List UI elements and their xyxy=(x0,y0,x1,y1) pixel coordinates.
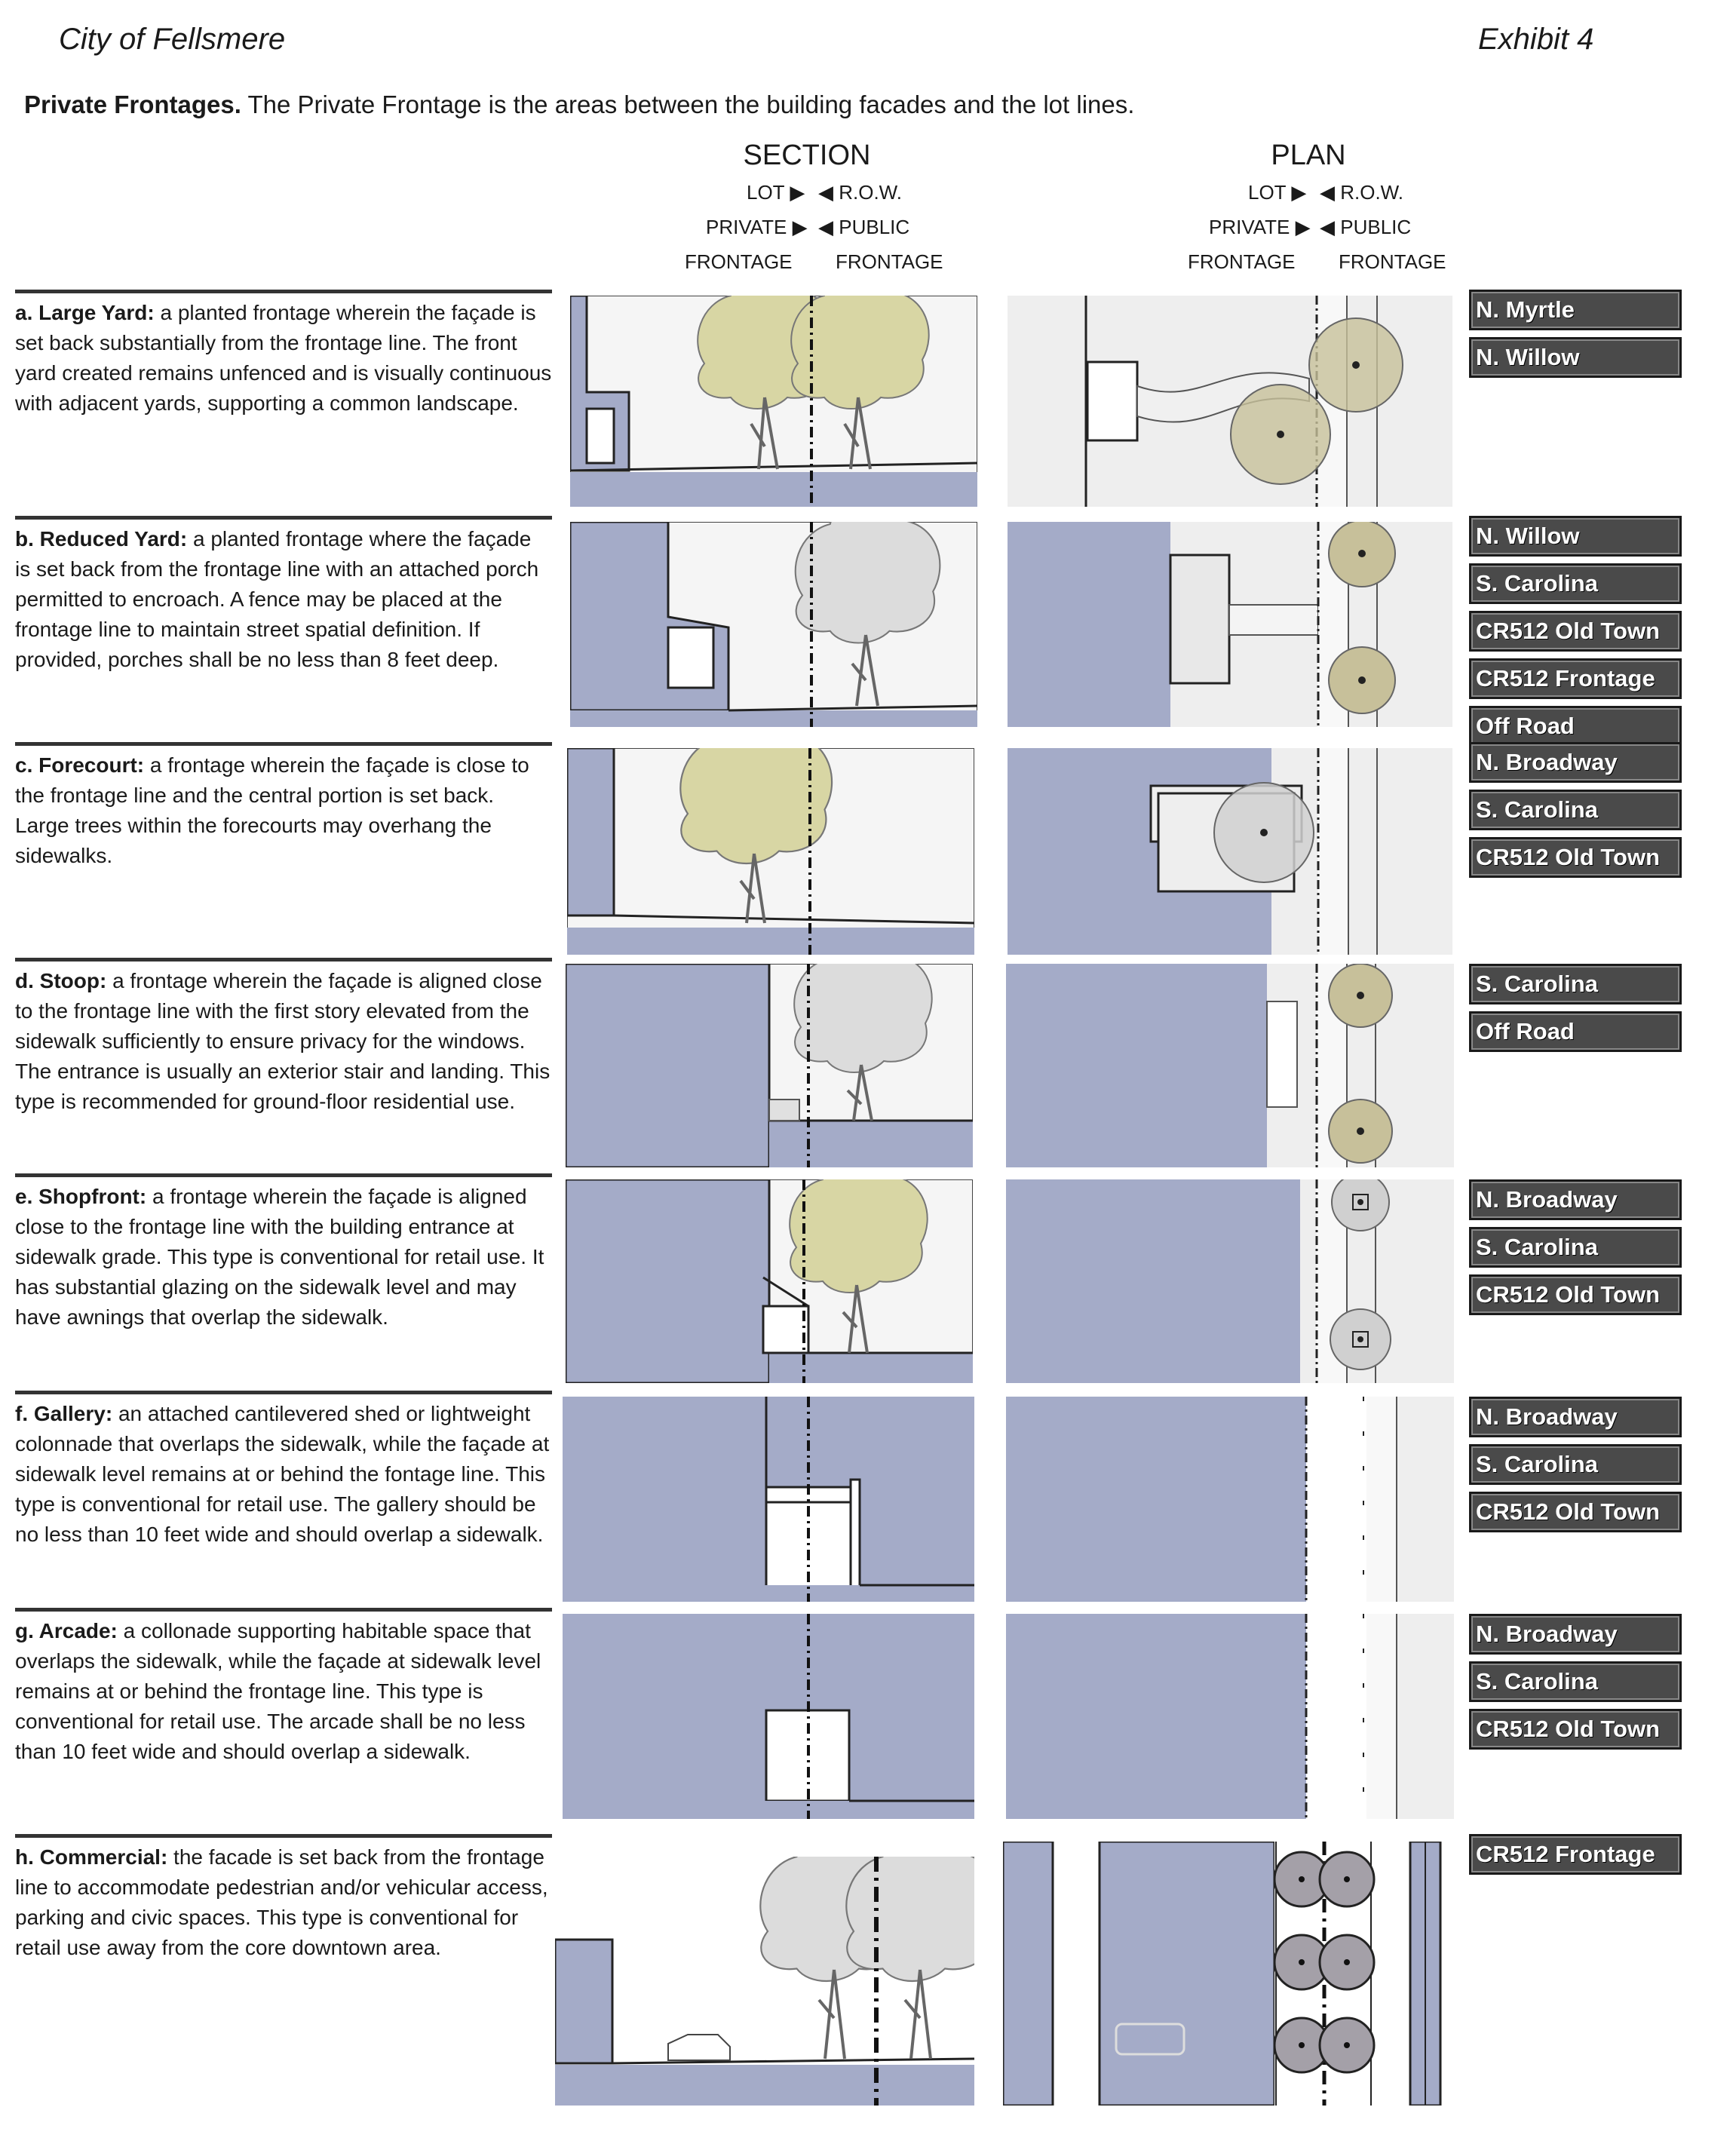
plan-drawing xyxy=(1006,1179,1454,1383)
section-drawing xyxy=(566,964,973,1167)
street-tag: S. Carolina xyxy=(1469,1227,1682,1268)
street-tag: S. Carolina xyxy=(1469,964,1682,1004)
plan-frontage-left-label: FRONTAGE xyxy=(1188,250,1296,273)
street-tag: CR512 Old Town xyxy=(1469,1709,1682,1750)
section-drawing xyxy=(563,1397,974,1602)
frontage-text: a frontage wherein the façade is close to the frontage line and the central portion is set back. Large trees within the forecourts may overhang the sidewalks. xyxy=(15,753,529,867)
plan-drawing xyxy=(1008,296,1452,507)
street-tag: S. Carolina xyxy=(1469,1444,1682,1485)
frontage-text: an attached cantilevered shed or lightweight colonnade that overlaps the sidewalk, while the façade at sidewalk level remains at or behind the fontage line. This type is conventional for retail use. The gallery should be no less than 10 feet wide and should overlap a sidewalk. xyxy=(15,1402,550,1546)
section-drawing xyxy=(570,522,977,727)
street-tag: CR512 Frontage xyxy=(1469,658,1682,699)
plan-drawing xyxy=(1008,748,1452,955)
frontage-text: a planted frontage wherein the façade is set back substantially from the frontage line. The front yard created remains unfenced and is visually continuous with adjacent yards, supporting a common landscape. xyxy=(15,301,552,415)
street-tag-list xyxy=(1469,516,1682,753)
street-tag-list xyxy=(1469,964,1682,1059)
frontage-description xyxy=(15,958,552,1117)
frontage-description xyxy=(15,1391,552,1550)
section-lot-label: LOT ▶ xyxy=(747,181,805,204)
section-column-title: SECTION xyxy=(743,140,871,171)
plan-row-label: ◀ R.O.W. xyxy=(1320,181,1404,204)
frontage-label: h. Commercial: xyxy=(15,1845,168,1869)
street-tag: Off Road xyxy=(1469,1011,1682,1052)
street-tag: N. Willow xyxy=(1469,337,1682,378)
plan-drawing xyxy=(1008,522,1452,727)
street-tag: CR512 Old Town xyxy=(1469,837,1682,878)
frontage-description xyxy=(15,742,552,871)
street-tag: N. Broadway xyxy=(1469,1179,1682,1220)
frontage-label: c. Forecourt: xyxy=(15,753,145,777)
plan-private-label: PRIVATE ▶ xyxy=(1209,216,1311,238)
plan-drawing xyxy=(1006,964,1454,1167)
street-tag: N. Broadway xyxy=(1469,1397,1682,1437)
street-tag: N. Willow xyxy=(1469,516,1682,557)
frontage-label: a. Large Yard: xyxy=(15,301,155,324)
frontage-label: b. Reduced Yard: xyxy=(15,527,188,551)
frontage-description xyxy=(15,1834,552,1963)
street-tag-list xyxy=(1469,1397,1682,1539)
frontage-text: a collonade supporting habitable space that overlaps the sidewalk, while the façade at sidewalk level remains at or behind the frontage line. This type is conventional for retail use. The arcade shall be no less than 10 feet wide and should overlap a sidewalk. xyxy=(15,1619,541,1763)
frontage-text: the facade is set back from the frontage line to accommodate pedestrian and/or vehicular access, parking and civic spaces. This type is conventional for retail use away from the core downtown area. xyxy=(15,1845,548,1959)
frontage-description xyxy=(15,290,552,419)
section-drawing xyxy=(555,1857,974,2106)
street-tag: Off Road xyxy=(1469,706,1682,747)
frontage-text: a planted frontage where the façade is set back from the frontage line with an attached porch permitted to encroach. A fence may be placed at the frontage line to maintain street spatial definition. If provided, porches shall be no less than 8 feet deep. xyxy=(15,527,539,671)
street-tag-list xyxy=(1469,1834,1682,1882)
section-private-label: PRIVATE ▶ xyxy=(706,216,808,238)
plan-drawing xyxy=(1006,1614,1454,1819)
intro-paragraph xyxy=(24,90,1134,119)
street-tag: S. Carolina xyxy=(1469,563,1682,604)
frontage-description xyxy=(15,516,552,675)
frontage-text: a frontage wherein the façade is aligned close to the frontage line with the first story elevated from the sidewalk sufficiently to ensure privacy for the windows. The entrance is usually an exterior stair and landing. This type is recommended for ground-floor residential use. xyxy=(15,969,551,1113)
frontage-text: a frontage wherein the façade is aligned close to the frontage line with the building entrance at sidewalk grade. This type is conventional for retail use. It has substantial glazing on the sidewalk level and may have awnings that overlap the sidewalk. xyxy=(15,1185,544,1329)
street-tag: S. Carolina xyxy=(1469,1661,1682,1702)
frontage-description xyxy=(15,1608,552,1767)
section-drawing xyxy=(570,296,977,507)
street-tag-list xyxy=(1469,1614,1682,1756)
section-drawing xyxy=(567,748,974,955)
city-name: City of Fellsmere xyxy=(59,23,286,56)
street-tag: CR512 Frontage xyxy=(1469,1834,1682,1875)
street-tag: N. Broadway xyxy=(1469,742,1682,783)
street-tag: CR512 Old Town xyxy=(1469,1492,1682,1532)
section-frontage-right-label: FRONTAGE xyxy=(836,250,943,273)
section-public-label: ◀ PUBLIC xyxy=(818,216,910,238)
exhibit-number: Exhibit 4 xyxy=(1478,23,1594,56)
section-drawing xyxy=(563,1614,974,1819)
plan-public-label: ◀ PUBLIC xyxy=(1320,216,1412,238)
street-tag: S. Carolina xyxy=(1469,790,1682,830)
intro-label: Private Frontages. xyxy=(24,90,241,118)
plan-column-title: PLAN xyxy=(1271,140,1346,171)
street-tag: CR512 Old Town xyxy=(1469,1274,1682,1315)
street-tag-list xyxy=(1469,1179,1682,1322)
section-drawing xyxy=(566,1179,973,1383)
plan-lot-label: LOT ▶ xyxy=(1248,181,1307,204)
section-frontage-left-label: FRONTAGE xyxy=(685,250,793,273)
plan-drawing xyxy=(1006,1397,1454,1602)
frontage-label: e. Shopfront: xyxy=(15,1185,147,1208)
frontage-label: g. Arcade: xyxy=(15,1619,118,1642)
street-tag: N. Broadway xyxy=(1469,1614,1682,1655)
section-row-label: ◀ R.O.W. xyxy=(818,181,903,204)
street-tag: CR512 Old Town xyxy=(1469,611,1682,652)
street-tag-list xyxy=(1469,742,1682,885)
street-tag: N. Myrtle xyxy=(1469,290,1682,330)
intro-text: The Private Frontage is the areas between the building facades and the lot lines. xyxy=(241,90,1135,118)
plan-drawing xyxy=(1003,1842,1454,2106)
street-tag-list xyxy=(1469,290,1682,385)
frontage-description xyxy=(15,1173,552,1333)
plan-frontage-right-label: FRONTAGE xyxy=(1339,250,1446,273)
frontage-label: f. Gallery: xyxy=(15,1402,113,1425)
frontage-label: d. Stoop: xyxy=(15,969,107,992)
